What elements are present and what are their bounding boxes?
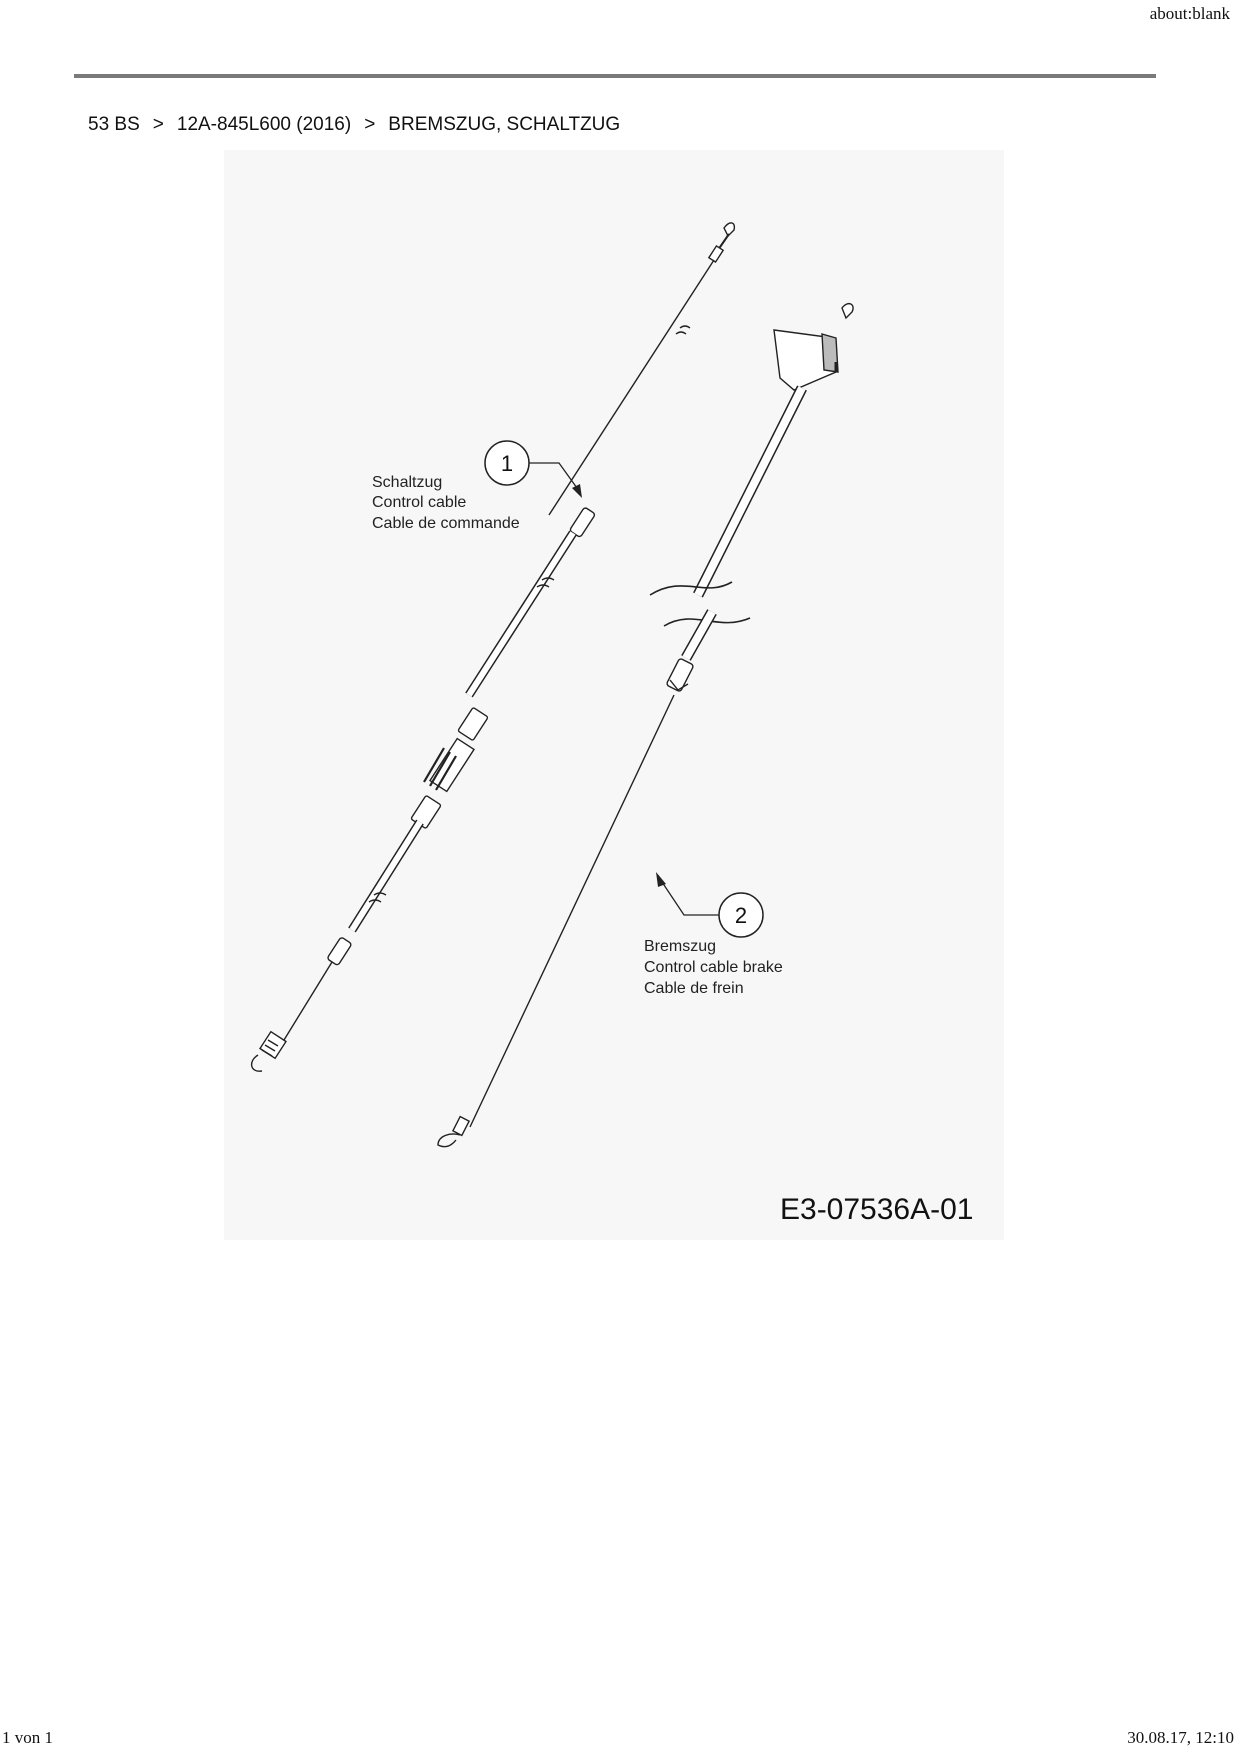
part-1-label-de: Schaltzug <box>372 474 443 491</box>
callout-number-2: 2 <box>734 903 748 928</box>
part-2-label-fr: Cable de frein <box>644 980 744 997</box>
part-1-label-en: Control cable <box>372 494 467 511</box>
breadcrumb-item-model[interactable]: 53 BS <box>88 114 140 135</box>
part-2-label-en: Control cable brake <box>644 959 783 976</box>
callout-1 <box>372 441 582 532</box>
print-timestamp: 30.08.17, 12:10 <box>1127 1728 1234 1747</box>
part-1-label-fr: Cable de commande <box>372 515 520 532</box>
breadcrumb-separator: > <box>364 114 376 135</box>
callout-2 <box>644 872 783 997</box>
breadcrumb <box>88 114 620 136</box>
breadcrumb-item-version[interactable]: 12A-845L600 (2016) <box>176 114 352 135</box>
page-count: 1 von 1 <box>2 1728 53 1747</box>
part-2-label-de: Bremszug <box>644 938 717 955</box>
brake-cable-drawing <box>438 304 853 1147</box>
parts-diagram <box>224 150 1004 1240</box>
browser-url-header: about:blank <box>1149 4 1230 23</box>
callout-number-1: 1 <box>500 451 514 476</box>
breadcrumb-separator: > <box>152 114 164 135</box>
breadcrumb-item-section: BREMSZUG, SCHALTZUG <box>388 114 621 135</box>
top-divider <box>74 74 1156 78</box>
figure-code: E3-07536A-01 <box>780 1193 974 1226</box>
parts-diagram-svg <box>224 150 1004 1240</box>
